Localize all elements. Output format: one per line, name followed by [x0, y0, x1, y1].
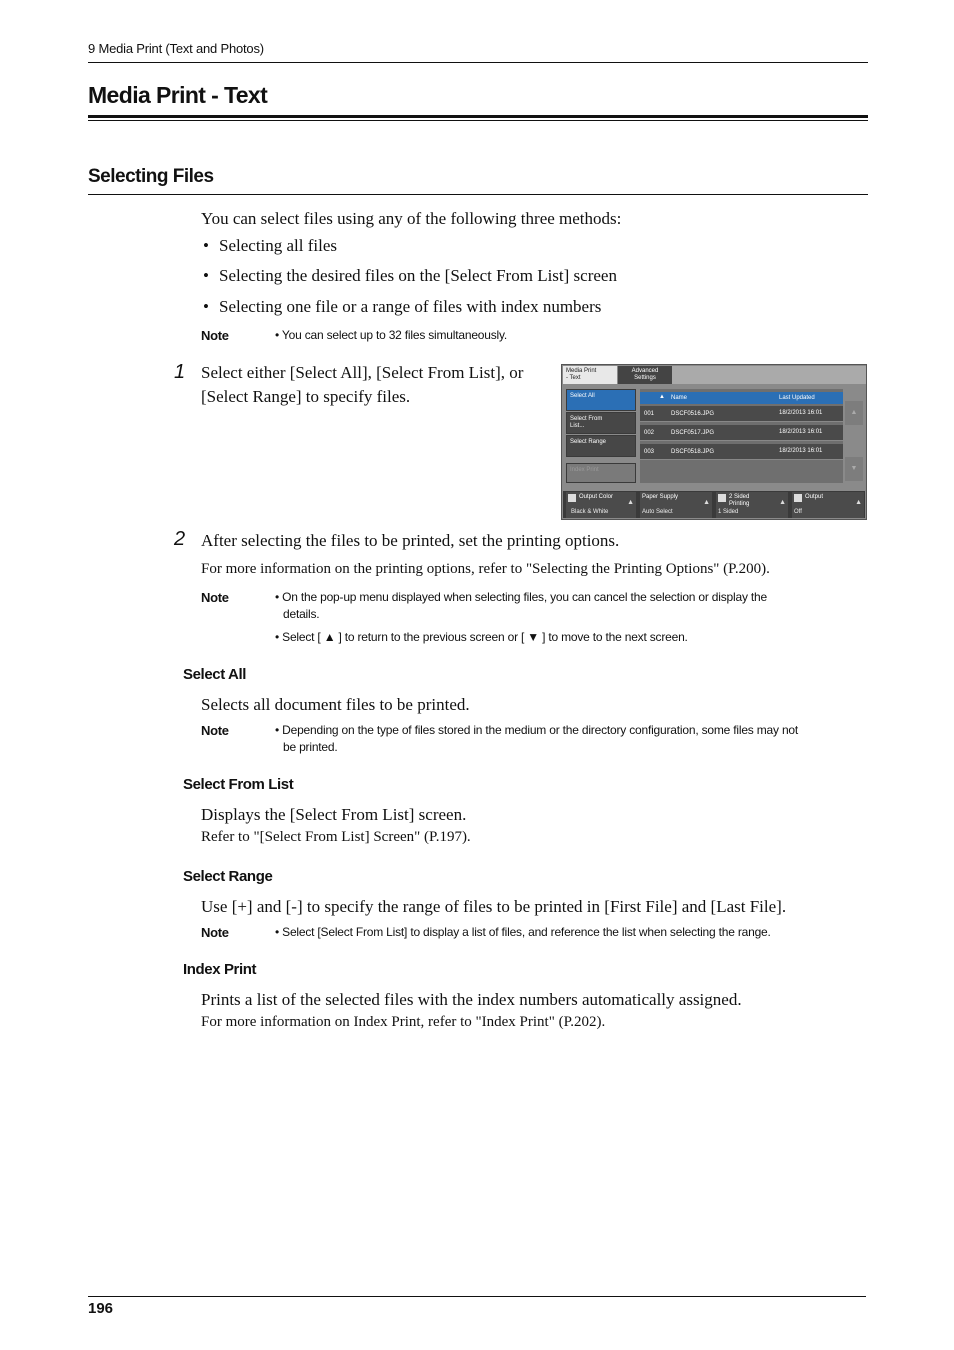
- step-text-line: [Select Range] to specify files.: [201, 387, 411, 406]
- select-all-button[interactable]: [566, 389, 636, 411]
- feature-label: 2 Sided Printing: [729, 494, 750, 507]
- row-name: DSCF0518.JPG: [671, 449, 715, 455]
- media-print-screen: [561, 364, 867, 520]
- note-text: On the pop-up menu displayed when selecting files, you can cancel the selection or display the: [282, 590, 767, 604]
- select-all-label: Select All: [570, 393, 595, 399]
- table-row[interactable]: [640, 425, 843, 441]
- chevron-up-icon: ▲: [855, 499, 862, 506]
- tab-bar-background: [672, 366, 866, 384]
- note-text: Select [ ▲ ] to return to the previous screen or [ ▼ ] to move to the next screen.: [282, 630, 688, 644]
- scroll-up-button[interactable]: [845, 401, 863, 425]
- paper-supply-button[interactable]: [640, 492, 712, 518]
- table-row[interactable]: [640, 406, 843, 422]
- step-text: After selecting the files to be printed, set the printing options.: [201, 531, 620, 550]
- chevron-up-icon: ▲: [627, 499, 634, 506]
- subsection-text: Prints a list of the selected files with the index numbers automatically assigned.: [201, 990, 742, 1009]
- tab-label-line: Media Print: [566, 368, 597, 374]
- output-color-button[interactable]: [566, 492, 636, 518]
- column-name: Name: [671, 395, 688, 401]
- tab-label-line: Settings: [634, 375, 656, 381]
- output-icon: [794, 494, 802, 502]
- feature-value: Black & White: [571, 509, 609, 515]
- subsection-reference: Refer to "[Select From List] Screen" (P.197).: [201, 829, 471, 845]
- row-index: 003: [644, 449, 655, 455]
- step-text-line: Select either [Select All], [Select From List], or: [201, 363, 524, 382]
- feature-label: Output: [805, 494, 824, 500]
- note-item: • Depending on the type of files stored in the medium or the directory configuration, some files may not: [275, 723, 799, 737]
- subsection-heading: Select From List: [183, 776, 294, 793]
- row-updated: 18/2/2013 16:01: [779, 448, 823, 454]
- subsection-text: Use [+] and [-] to specify the range of files to be printed in [First File] and [Last File].: [201, 897, 787, 916]
- file-list-header[interactable]: [640, 392, 843, 404]
- note-label: Note: [201, 328, 229, 343]
- feature-label: Output Color: [579, 494, 614, 500]
- section-rule: [88, 194, 868, 195]
- subsection-text: Displays the [Select From List] screen.: [201, 805, 467, 824]
- scroll-up-icon: ▲: [850, 409, 858, 416]
- feature-value: Off: [794, 509, 802, 515]
- method-item: • Selecting all files: [203, 236, 337, 256]
- output-button[interactable]: [792, 492, 864, 518]
- row-name: DSCF0517.JPG: [671, 430, 715, 436]
- subsection-heading: Index Print: [183, 961, 257, 978]
- select-from-list-label: Select From: [570, 416, 603, 422]
- scroll-down-icon: ▼: [850, 465, 858, 472]
- feature-value: 1 Sided: [718, 509, 739, 515]
- note-text-continued: be printed.: [283, 740, 338, 754]
- method-item: • Selecting one file or a range of files with index numbers: [203, 297, 601, 317]
- note-label: Note: [201, 925, 229, 940]
- row-updated: 18/2/2013 16:01: [779, 429, 823, 435]
- header-rule: [88, 62, 868, 63]
- tab-label-line: - Text: [566, 375, 581, 381]
- section-heading: Selecting Files: [88, 166, 214, 187]
- row-updated: 18/2/2013 16:01: [779, 410, 823, 416]
- select-from-list-button[interactable]: [566, 412, 636, 434]
- note-label: Note: [201, 723, 229, 738]
- select-range-button[interactable]: [566, 435, 636, 457]
- step-number: 1: [174, 361, 186, 383]
- note-item: • Select [Select From List] to display a list of files, and reference the list when selecting the range.: [275, 925, 771, 939]
- scroll-down-button[interactable]: [845, 457, 863, 481]
- note-item: • You can select up to 32 files simultaneously.: [275, 328, 508, 342]
- subsection-heading: Select Range: [183, 868, 273, 885]
- step-reference: For more information on the printing options, refer to "Selecting the Printing Options" (P.200).: [201, 561, 770, 577]
- feature-label: Paper Supply: [642, 494, 679, 500]
- subsection-heading: Select All: [183, 666, 246, 683]
- note-text: You can select up to 32 files simultaneously.: [281, 328, 508, 342]
- tab-media-print-text[interactable]: [563, 366, 617, 384]
- note-text-continued: details.: [283, 607, 320, 621]
- sort-up-icon: ▲: [659, 394, 665, 400]
- note-item: • Select [ ▲ ] to return to the previous screen or [ ▼ ] to move to the next screen.: [275, 630, 688, 644]
- tab-label-line: Advanced: [631, 368, 659, 374]
- note-item: • On the pop-up menu displayed when selecting files, you can cancel the selection or display the: [275, 590, 767, 604]
- note-label: Note: [201, 590, 229, 605]
- method-item: • Selecting the desired files on the [Select From List] screen: [203, 266, 617, 286]
- page-number: 196: [88, 1300, 114, 1317]
- page-title: Media Print - Text: [88, 82, 268, 108]
- note-text: Depending on the type of files stored in the medium or the directory configuration, some files may not: [282, 723, 799, 737]
- two-sided-printing-button[interactable]: [716, 492, 788, 518]
- title-rule: [88, 115, 868, 118]
- row-index: 001: [644, 411, 655, 417]
- output-color-icon: [568, 494, 576, 502]
- column-last-updated: Last Updated: [779, 395, 815, 401]
- table-row[interactable]: [640, 444, 843, 460]
- step-number: 2: [174, 528, 186, 550]
- two-sided-icon: [718, 494, 726, 502]
- row-index: 002: [644, 430, 655, 436]
- intro-text: You can select files using any of the following three methods:: [201, 209, 622, 228]
- tab-advanced-settings[interactable]: [618, 366, 672, 384]
- footer-rule: [88, 1296, 866, 1297]
- note-text: Select [Select From List] to display a list of files, and reference the list when selecting the range.: [282, 925, 771, 939]
- subsection-reference: For more information on Index Print, refer to "Index Print" (P.202).: [201, 1014, 606, 1030]
- select-range-label: Select Range: [570, 439, 607, 445]
- feature-value: Auto Select: [642, 509, 673, 515]
- index-print-label: Index Print: [570, 467, 599, 473]
- chevron-up-icon: ▲: [703, 499, 710, 506]
- row-name: DSCF0516.JPG: [671, 411, 715, 417]
- index-print-button[interactable]: [566, 463, 636, 483]
- subsection-text: Selects all document files to be printed.: [201, 695, 470, 714]
- title-rule-secondary: [88, 120, 868, 121]
- chevron-up-icon: ▲: [779, 499, 786, 506]
- select-from-list-label: List...: [570, 423, 585, 429]
- running-header: 9 Media Print (Text and Photos): [88, 41, 264, 56]
